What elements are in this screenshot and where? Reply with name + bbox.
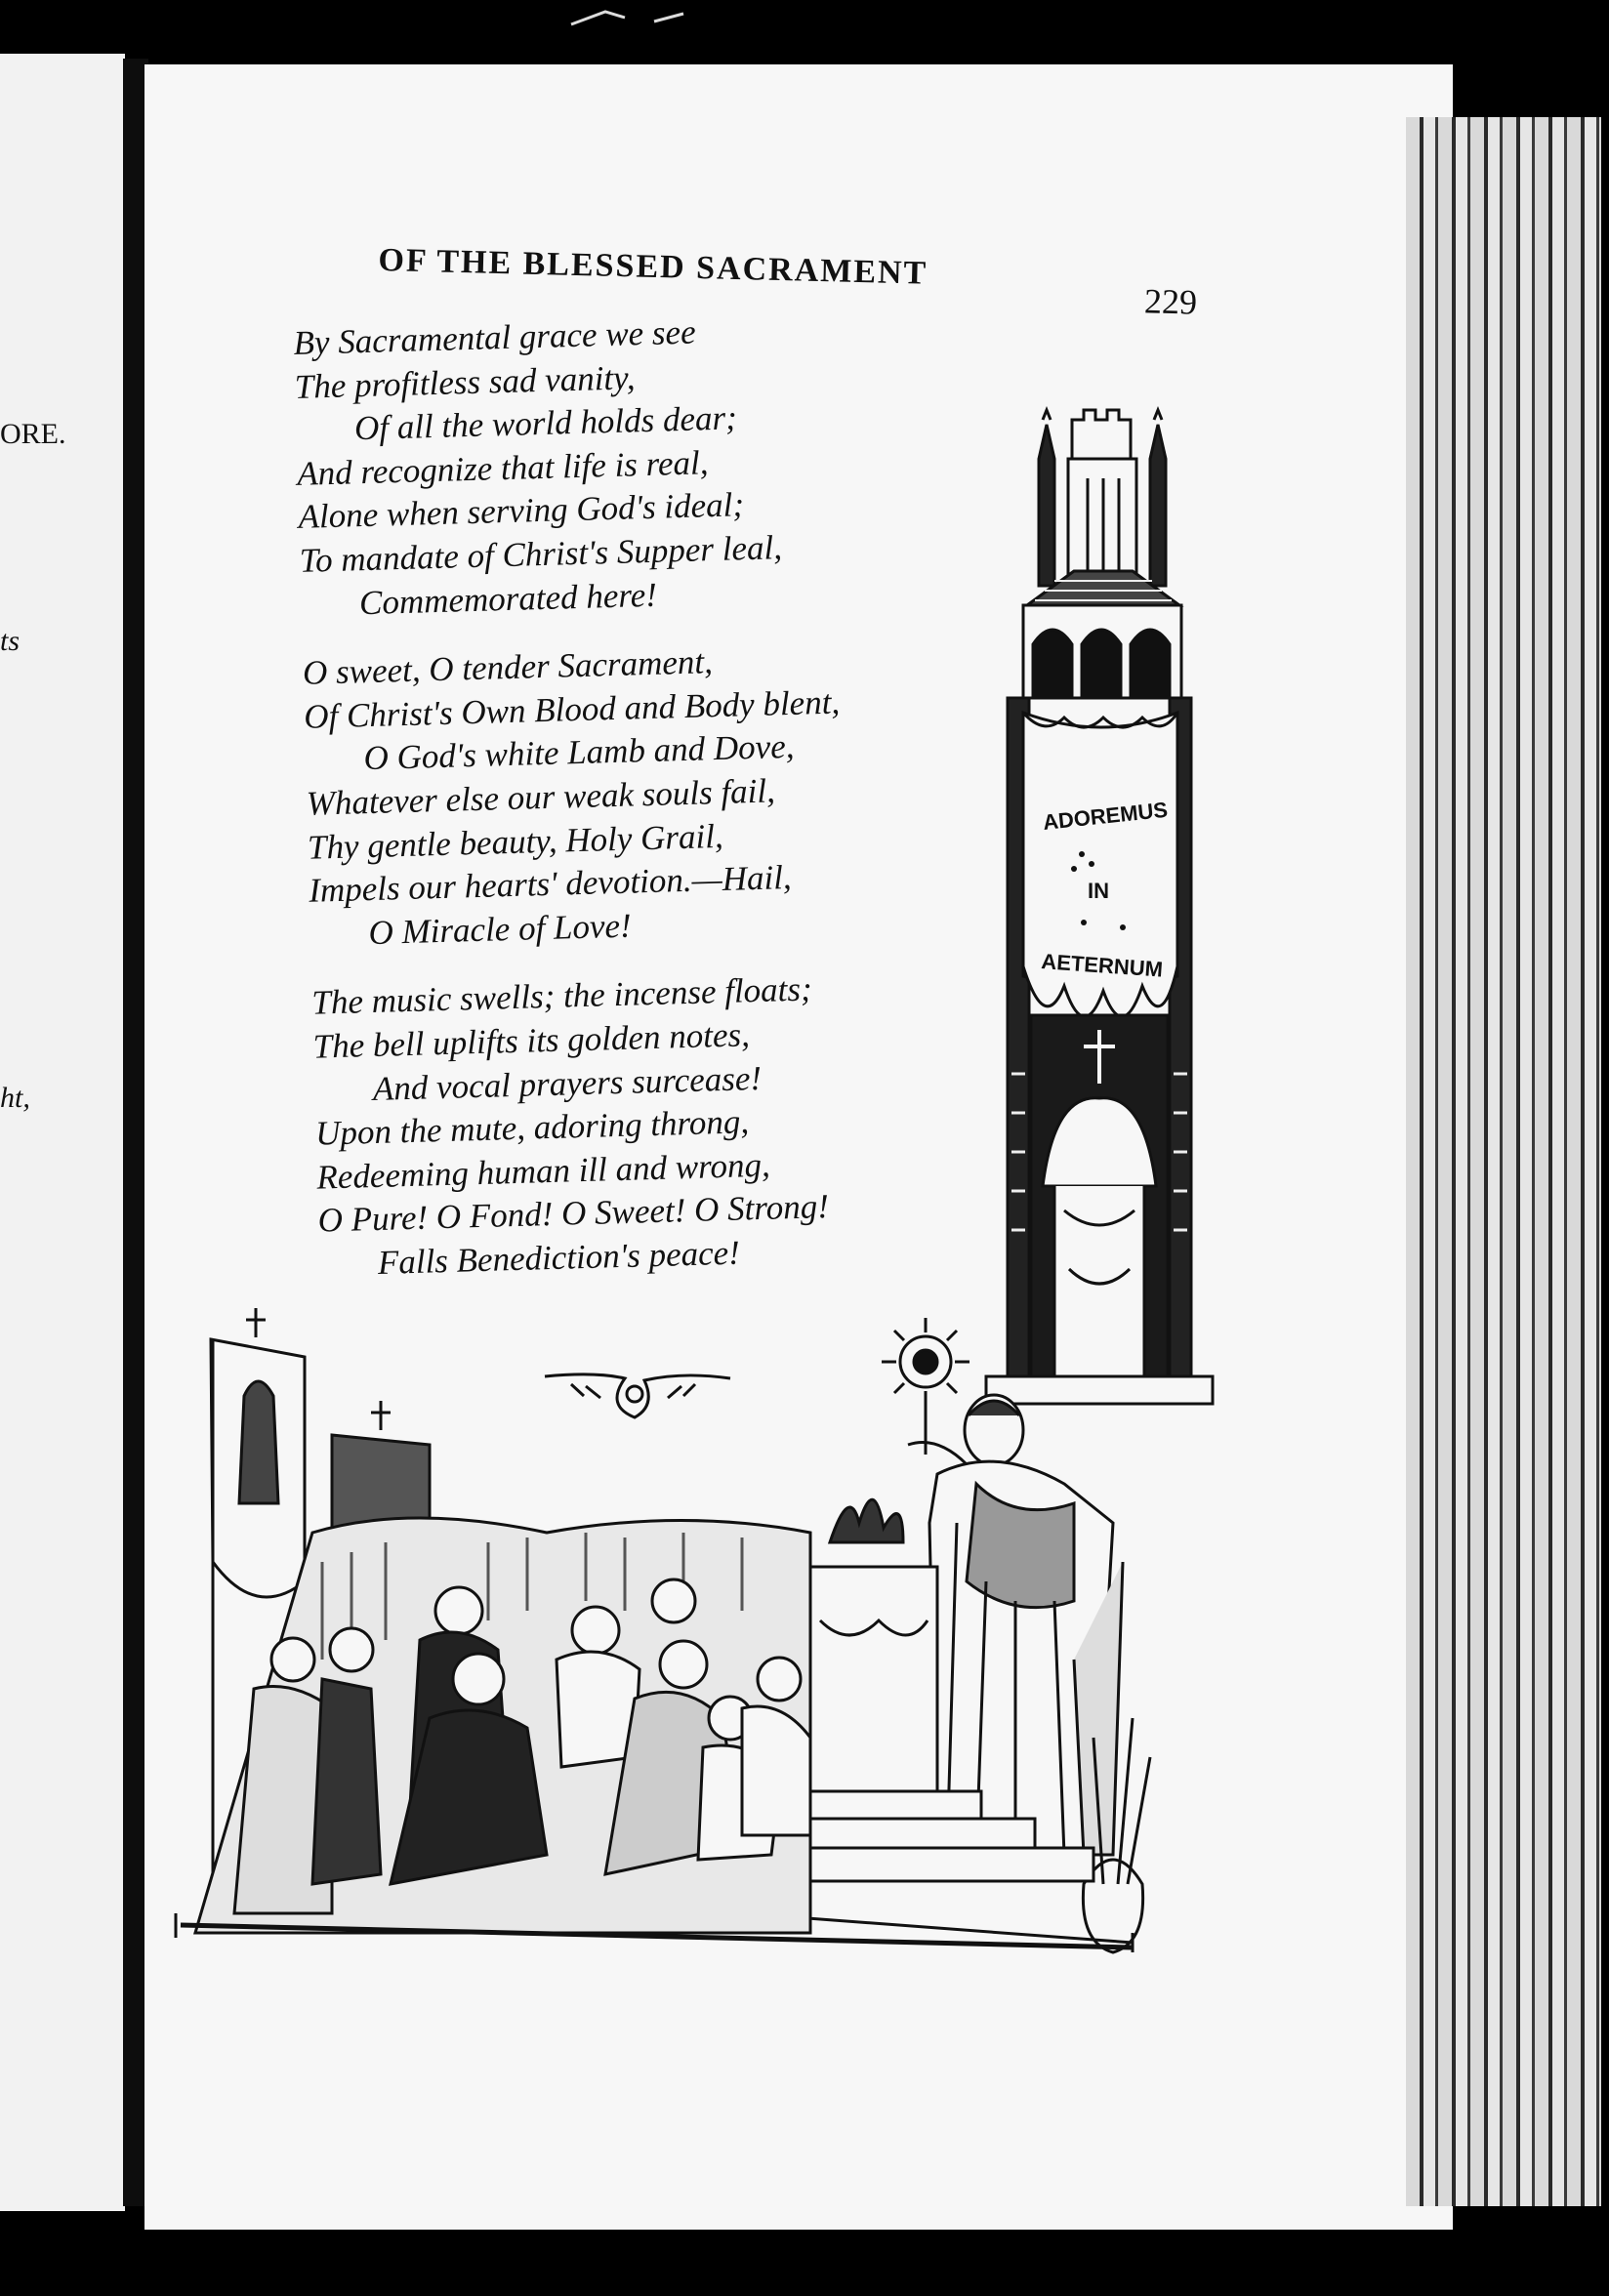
poem-line: O Miracle of Love! <box>367 906 633 952</box>
poem-line: By Sacramental grace we see <box>293 312 697 362</box>
poem-line: The bell uplifts its golden notes, <box>312 1015 751 1066</box>
left-page-fragment: ts <box>0 625 21 657</box>
left-page-fragment: ht, <box>0 1082 30 1114</box>
potted-plant-icon <box>830 1499 903 1542</box>
poem-line: O Pure! O Fond! O Sweet! O Strong! <box>317 1187 830 1240</box>
poem-line: Thy gentle beauty, Holy Grail, <box>307 816 724 867</box>
left-page-fragment: ORE. <box>0 418 66 450</box>
poem-line: To mandate of Christ's Supper leal, <box>299 528 783 580</box>
poem-line: Falls Benediction's peace! <box>377 1233 741 1282</box>
monstrance-icon <box>882 1318 970 1455</box>
poem-line: Redeeming human ill and wrong, <box>315 1145 771 1197</box>
banner-word: ADOREMUS <box>1041 797 1170 835</box>
poem-line: And vocal prayers surcease! <box>372 1058 763 1108</box>
banner-word: IN <box>1088 879 1109 903</box>
ornament-flourish-icon <box>545 1374 730 1417</box>
gothic-tower-icon <box>986 410 1213 1404</box>
poem-line: Of Christ's Own Blood and Body blent, <box>303 682 841 736</box>
poem-line: Commemorated here! <box>358 575 658 622</box>
poem-line: Whatever else our weak souls fail, <box>306 771 776 823</box>
banner-word: AETERNUM <box>1040 949 1164 982</box>
poem-line: The profitless sad vanity, <box>294 357 636 406</box>
poem-line: The music swells; the incense floats; <box>310 969 813 1023</box>
poem-line: O sweet, O tender Sacrament, <box>302 642 714 693</box>
poem-line: And recognize that life is real, <box>296 442 709 493</box>
running-head: OF THE BLESSED SACRAMENT <box>378 242 928 292</box>
poem-line: Impels our hearts' devotion.—Hail, <box>308 858 793 910</box>
poem-line: Alone when serving God's ideal; <box>298 485 745 537</box>
poem-line: O God's white Lamb and Dove, <box>362 727 795 778</box>
poem-line: Upon the mute, adoring throng, <box>314 1102 750 1153</box>
poem-line: Of all the world holds dear; <box>353 398 738 448</box>
page-number: 229 <box>1143 281 1198 322</box>
